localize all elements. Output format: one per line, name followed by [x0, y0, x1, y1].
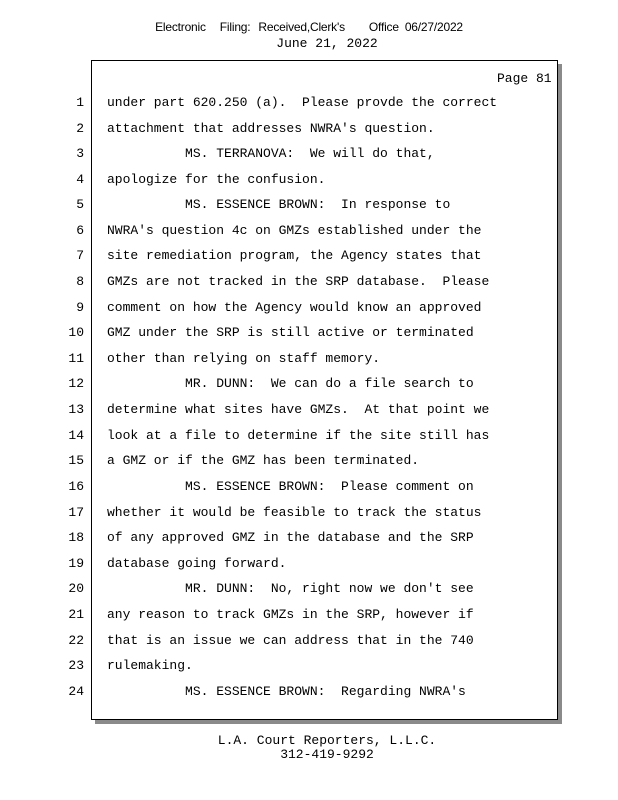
- transcript-date: June 21, 2022: [276, 36, 378, 51]
- transcript-line: [0, 95, 560, 117]
- line-text: GMZ under the SRP is still active or terminated: [107, 325, 474, 340]
- transcript-line: [0, 530, 560, 552]
- line-text: rulemaking.: [107, 658, 193, 673]
- line-text: look at a file to determine if the site still has: [107, 428, 490, 443]
- line-number: 4: [76, 172, 84, 187]
- transcript-line: [0, 479, 560, 501]
- transcript-line: [0, 453, 560, 475]
- line-number: 10: [68, 325, 84, 340]
- line-number: 18: [68, 530, 84, 545]
- line-number: 21: [68, 607, 84, 622]
- line-text: MS. ESSENCE BROWN: Regarding NWRA's: [107, 684, 466, 699]
- transcript-line: [0, 376, 560, 398]
- line-number: 19: [68, 556, 84, 571]
- line-text: any reason to track GMZs in the SRP, however if: [107, 607, 474, 622]
- filing-stamp-word: Received,Clerk's: [258, 20, 345, 34]
- line-text: MR. DUNN: We can do a file search to: [107, 376, 474, 391]
- line-text: MR. DUNN: No, right now we don't see: [107, 581, 474, 596]
- line-text: of any approved GMZ in the database and the SRP: [107, 530, 474, 545]
- line-number: 13: [68, 402, 84, 417]
- transcript-line: [0, 325, 560, 347]
- line-text: that is an issue we can address that in the 740: [107, 633, 474, 648]
- line-text: other than relying on staff memory.: [107, 351, 381, 366]
- filing-stamp-date: 06/27/2022: [404, 20, 463, 34]
- transcript-line: [0, 607, 560, 629]
- transcript-line: [0, 581, 560, 603]
- transcript-line: [0, 633, 560, 655]
- line-number: 11: [68, 351, 84, 366]
- line-text: whether it would be feasible to track the status: [107, 505, 482, 520]
- line-text: under part 620.250 (a). Please provde the correct: [107, 95, 498, 110]
- line-number: 5: [76, 197, 84, 212]
- line-number: 8: [76, 274, 84, 289]
- line-text: comment on how the Agency would know an approved: [107, 300, 482, 315]
- transcript-line: [0, 146, 560, 168]
- transcript-line: [0, 428, 560, 450]
- line-number: 14: [68, 428, 84, 443]
- transcript-line: [0, 223, 560, 245]
- line-text: MS. TERRANOVA: We will do that,: [107, 146, 435, 161]
- transcript-line: [0, 684, 560, 706]
- filing-stamp-word: Office: [368, 20, 399, 34]
- transcript-line: [0, 197, 560, 219]
- transcript-line: [0, 658, 560, 680]
- line-number: 20: [68, 581, 84, 596]
- line-text: MS. ESSENCE BROWN: Please comment on: [107, 479, 474, 494]
- transcript-line: [0, 351, 560, 373]
- footer-company: L.A. Court Reporters, L.L.C.: [217, 733, 437, 748]
- line-text: attachment that addresses NWRA's question.: [107, 121, 435, 136]
- transcript-line: [0, 248, 560, 270]
- line-number: 9: [76, 300, 84, 315]
- line-number: 16: [68, 479, 84, 494]
- filing-stamp: [0, 20, 618, 34]
- transcript-line: [0, 172, 560, 194]
- transcript-line: [0, 121, 560, 143]
- line-number: 12: [68, 376, 84, 391]
- transcript-line: [0, 274, 560, 296]
- line-text: determine what sites have GMZs. At that point we: [107, 402, 490, 417]
- line-number: 23: [68, 658, 84, 673]
- line-number: 3: [76, 146, 84, 161]
- line-text: apologize for the confusion.: [107, 172, 326, 187]
- transcript-line: [0, 505, 560, 527]
- transcript-line: [0, 402, 560, 424]
- line-text: MS. ESSENCE BROWN: In response to: [107, 197, 451, 212]
- line-number: 7: [76, 248, 84, 263]
- line-number: 6: [76, 223, 84, 238]
- line-text: database going forward.: [107, 556, 287, 571]
- filing-stamp-word: Filing:: [219, 20, 251, 34]
- line-text: site remediation program, the Agency states that: [107, 248, 482, 263]
- line-number: 1: [76, 95, 84, 110]
- footer-phone: 312-419-9292: [280, 747, 374, 762]
- line-text: GMZs are not tracked in the SRP database. Please: [107, 274, 490, 289]
- line-number: 2: [76, 121, 84, 136]
- page-number: Page 81: [497, 71, 552, 86]
- line-number: 22: [68, 633, 84, 648]
- line-number: 17: [68, 505, 84, 520]
- line-text: a GMZ or if the GMZ has been terminated.: [107, 453, 420, 468]
- line-number: 24: [68, 684, 84, 699]
- filing-stamp-word: Electronic: [155, 20, 206, 34]
- line-text: NWRA's question 4c on GMZs established under the: [107, 223, 482, 238]
- transcript-line: [0, 300, 560, 322]
- line-number: 15: [68, 453, 84, 468]
- transcript-line: [0, 556, 560, 578]
